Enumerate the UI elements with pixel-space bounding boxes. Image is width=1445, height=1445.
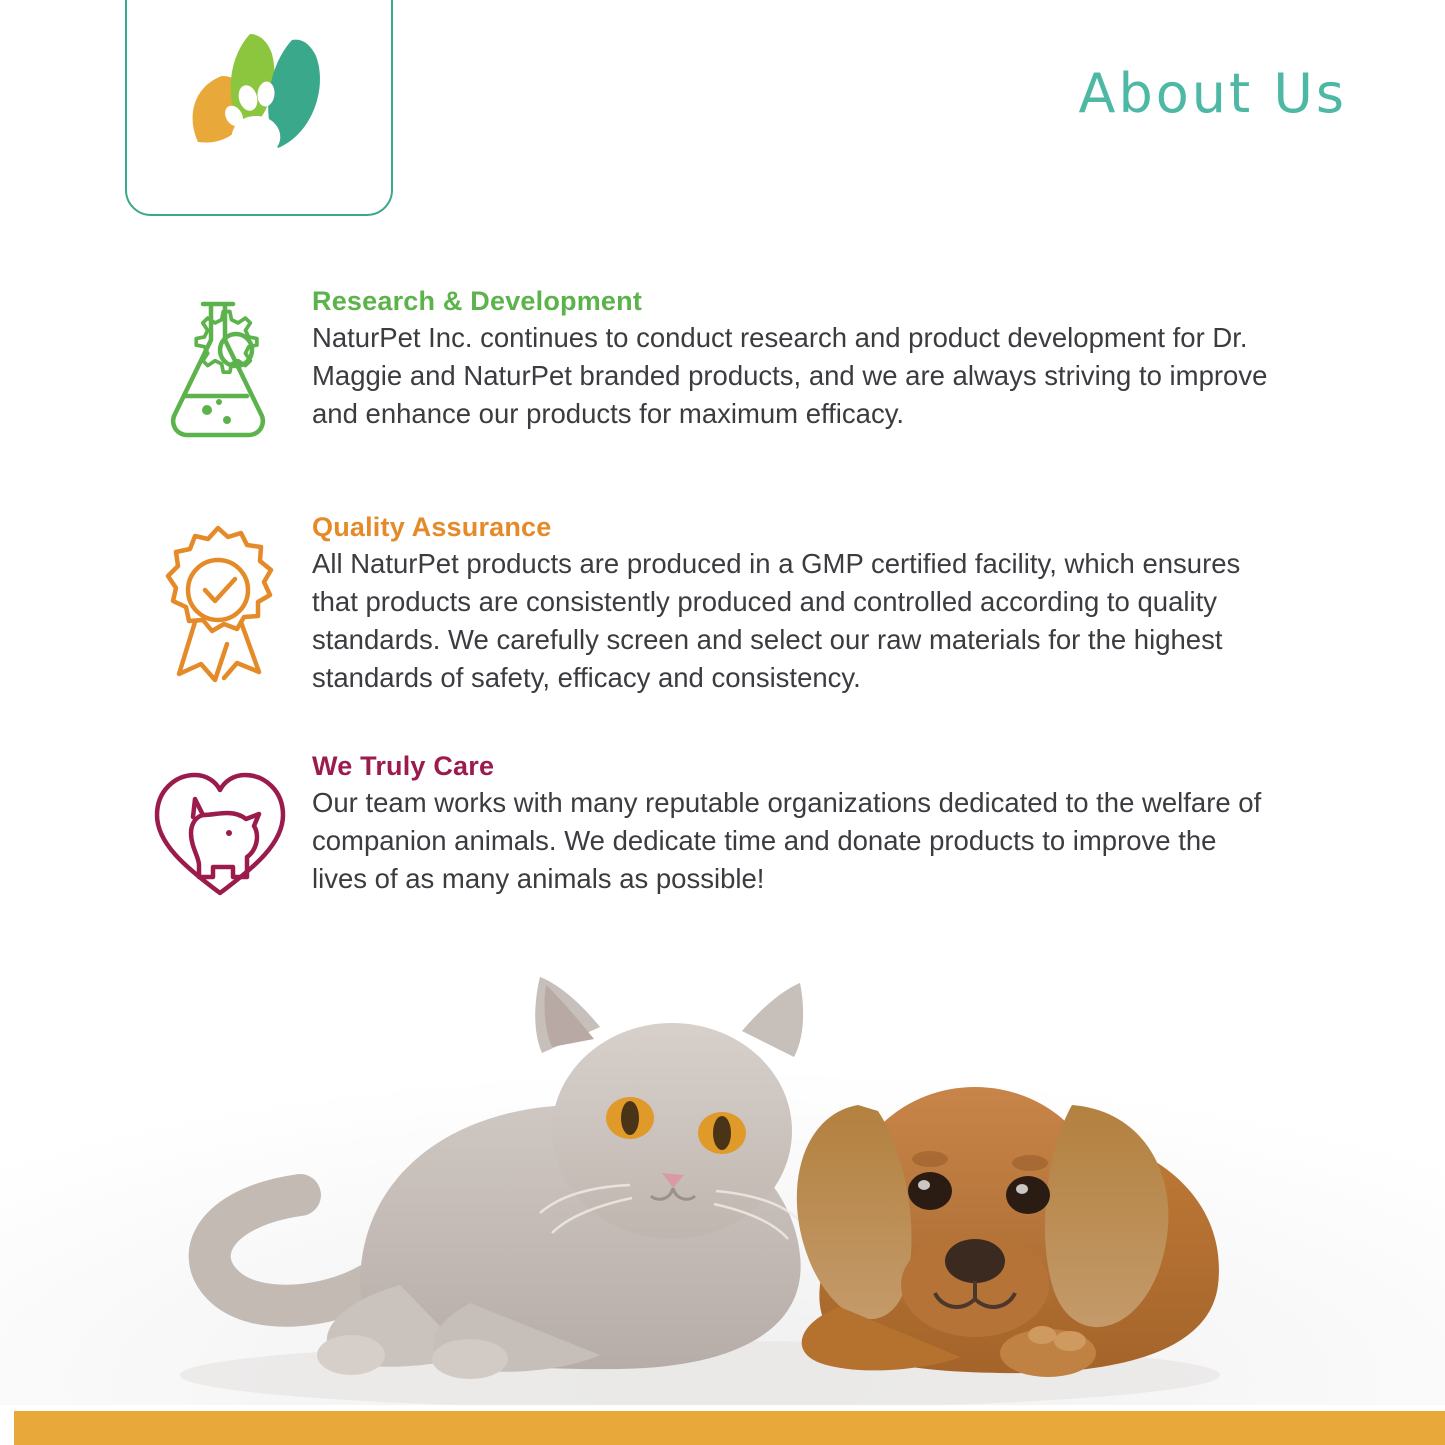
feature-heading: We Truly Care (312, 750, 495, 781)
feature-body: NaturPet Inc. continues to conduct research and product development for Dr. Maggie and NaturPet branded products, and we are always striving to improve and enhance our products for maximum efficacy. (312, 322, 1268, 429)
feature-we-truly-care (0, 751, 1445, 907)
feature-research-development (0, 286, 1445, 452)
feature-heading: Research & Development (312, 286, 643, 316)
feature-text (304, 286, 1305, 433)
feature-body: All NaturPet products are produced in a GMP certified facility, which ensures that products are consistently produced and controlled according to quality standards. We carefully screen and select our raw materials for the highest standards of safety, efficacy and consistency. (312, 548, 1241, 693)
feature-body: Our team works with many reputable organizations dedicated to the welfare of companion animals. We dedicate time and donate products to improve the lives of as many animals as possible! (312, 786, 1262, 894)
footer-accent-bar (0, 1411, 1445, 1445)
feature-text (304, 751, 1305, 898)
feature-text (304, 512, 1305, 697)
naturpet-leaf-paw-logo (164, 24, 354, 174)
feature-quality-assurance (0, 512, 1445, 697)
flask-gear-icon (136, 286, 304, 452)
cat-and-dog-photo (0, 955, 1445, 1405)
heart-dog-icon (136, 751, 304, 907)
page-title: About Us (1078, 62, 1347, 125)
footer-left-cap (0, 1411, 14, 1445)
feature-list (0, 286, 1445, 935)
award-ribbon-check-icon (136, 512, 304, 688)
logo-frame (125, 0, 393, 216)
feature-heading: Quality Assurance (312, 512, 552, 542)
